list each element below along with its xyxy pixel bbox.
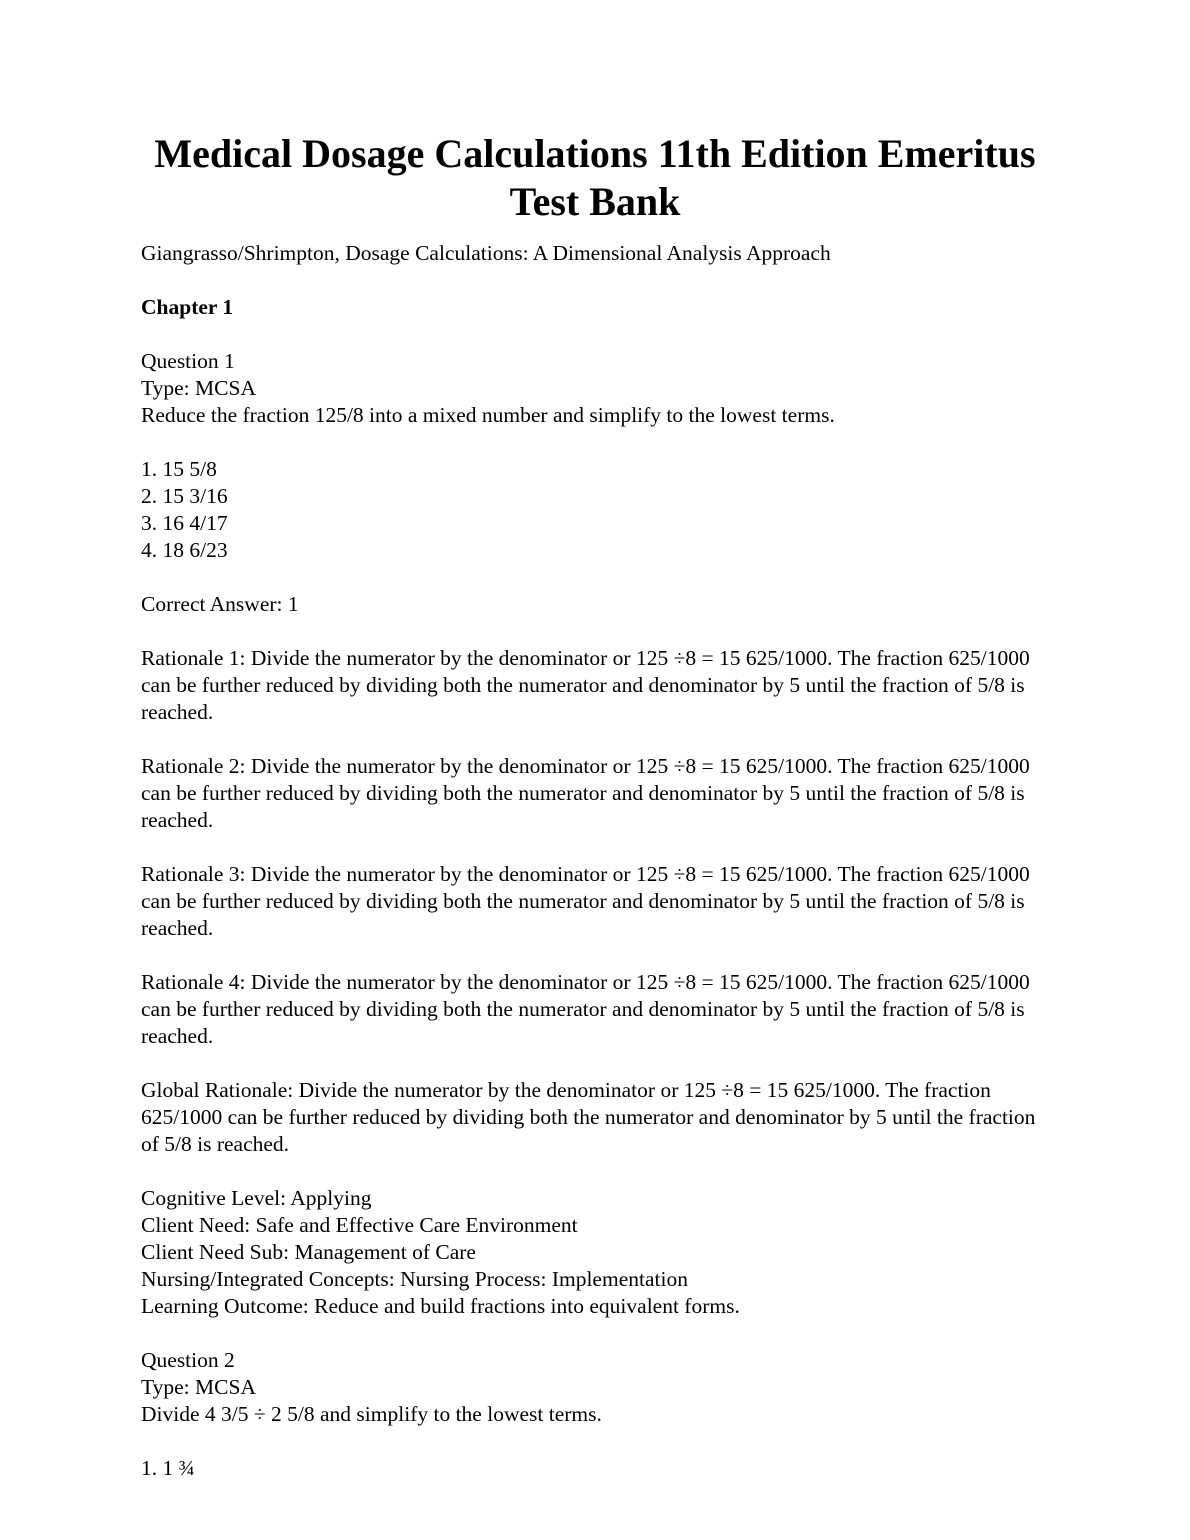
- question-1-correct-answer: Correct Answer: 1: [141, 592, 299, 616]
- question-1-prompt: Reduce the fraction 125/8 into a mixed number and simplify to the lowest terms.: [141, 403, 835, 427]
- question-1-rationale-1: Rationale 1: Divide the numerator by the denominator or 125 ÷8 = 15 625/1000. The fraction 625/1000 can be further reduced by dividing both the numerator and denominator by 5 until the fraction of 5/8 is reached.: [141, 646, 1030, 724]
- question-2-label: Question 2: [141, 1348, 235, 1372]
- client-need: Client Need: Safe and Effective Care Environment: [141, 1213, 578, 1237]
- title-line-2: Test Bank: [509, 179, 681, 224]
- question-1-type: Type: MCSA: [141, 376, 256, 400]
- client-need-sub: Client Need Sub: Management of Care: [141, 1240, 476, 1264]
- question-1-rationale-3: Rationale 3: Divide the numerator by the denominator or 125 ÷8 = 15 625/1000. The fraction 625/1000 can be further reduced by dividing both the numerator and denominator by 5 until the fraction of 5/8 is reached.: [141, 862, 1030, 940]
- title-line-1: Medical Dosage Calculations 11th Edition Emeritus: [154, 131, 1036, 176]
- question-1-header: [141, 348, 1042, 429]
- cognitive-level: Cognitive Level: Applying: [141, 1186, 372, 1210]
- chapter-heading: Chapter 1: [141, 295, 234, 319]
- question-1-metadata: [141, 1185, 1042, 1320]
- question-1-option-3: 3. 16 4/17: [141, 511, 228, 535]
- question-1-global-rationale: Global Rationale: Divide the numerator by the denominator or 125 ÷8 = 15 625/1000. The fraction 625/1000 can be further reduced by dividing both the numerator and denominator by 5 until the fraction of 5/8 is reached.: [141, 1078, 1036, 1156]
- question-2-prompt: Divide 4 3/5 ÷ 2 5/8 and simplify to the lowest terms.: [141, 1402, 602, 1426]
- nursing-integrated-concepts: Nursing/Integrated Concepts: Nursing Process: Implementation: [141, 1267, 688, 1291]
- question-1-options: [141, 456, 1042, 564]
- question-1-rationale-2: Rationale 2: Divide the numerator by the denominator or 125 ÷8 = 15 625/1000. The fraction 625/1000 can be further reduced by dividing both the numerator and denominator by 5 until the fraction of 5/8 is reached.: [141, 754, 1030, 832]
- document-title: [0, 130, 1190, 226]
- question-1-label: Question 1: [141, 349, 235, 373]
- question-1-rationale-4: Rationale 4: Divide the numerator by the denominator or 125 ÷8 = 15 625/1000. The fraction 625/1000 can be further reduced by dividing both the numerator and denominator by 5 until the fraction of 5/8 is reached.: [141, 970, 1030, 1048]
- question-2-header: [141, 1347, 1042, 1428]
- question-1-option-2: 2. 15 3/16: [141, 484, 228, 508]
- learning-outcome: Learning Outcome: Reduce and build fractions into equivalent forms.: [141, 1294, 740, 1318]
- question-2-options: [141, 1455, 1042, 1482]
- question-2-type: Type: MCSA: [141, 1375, 256, 1399]
- question-2-option-1: 1. 1 ¾: [141, 1456, 195, 1480]
- question-1-option-4: 4. 18 6/23: [141, 538, 228, 562]
- book-reference: Giangrasso/Shrimpton, Dosage Calculations: A Dimensional Analysis Approach: [141, 241, 831, 265]
- question-1-option-1: 1. 15 5/8: [141, 457, 217, 481]
